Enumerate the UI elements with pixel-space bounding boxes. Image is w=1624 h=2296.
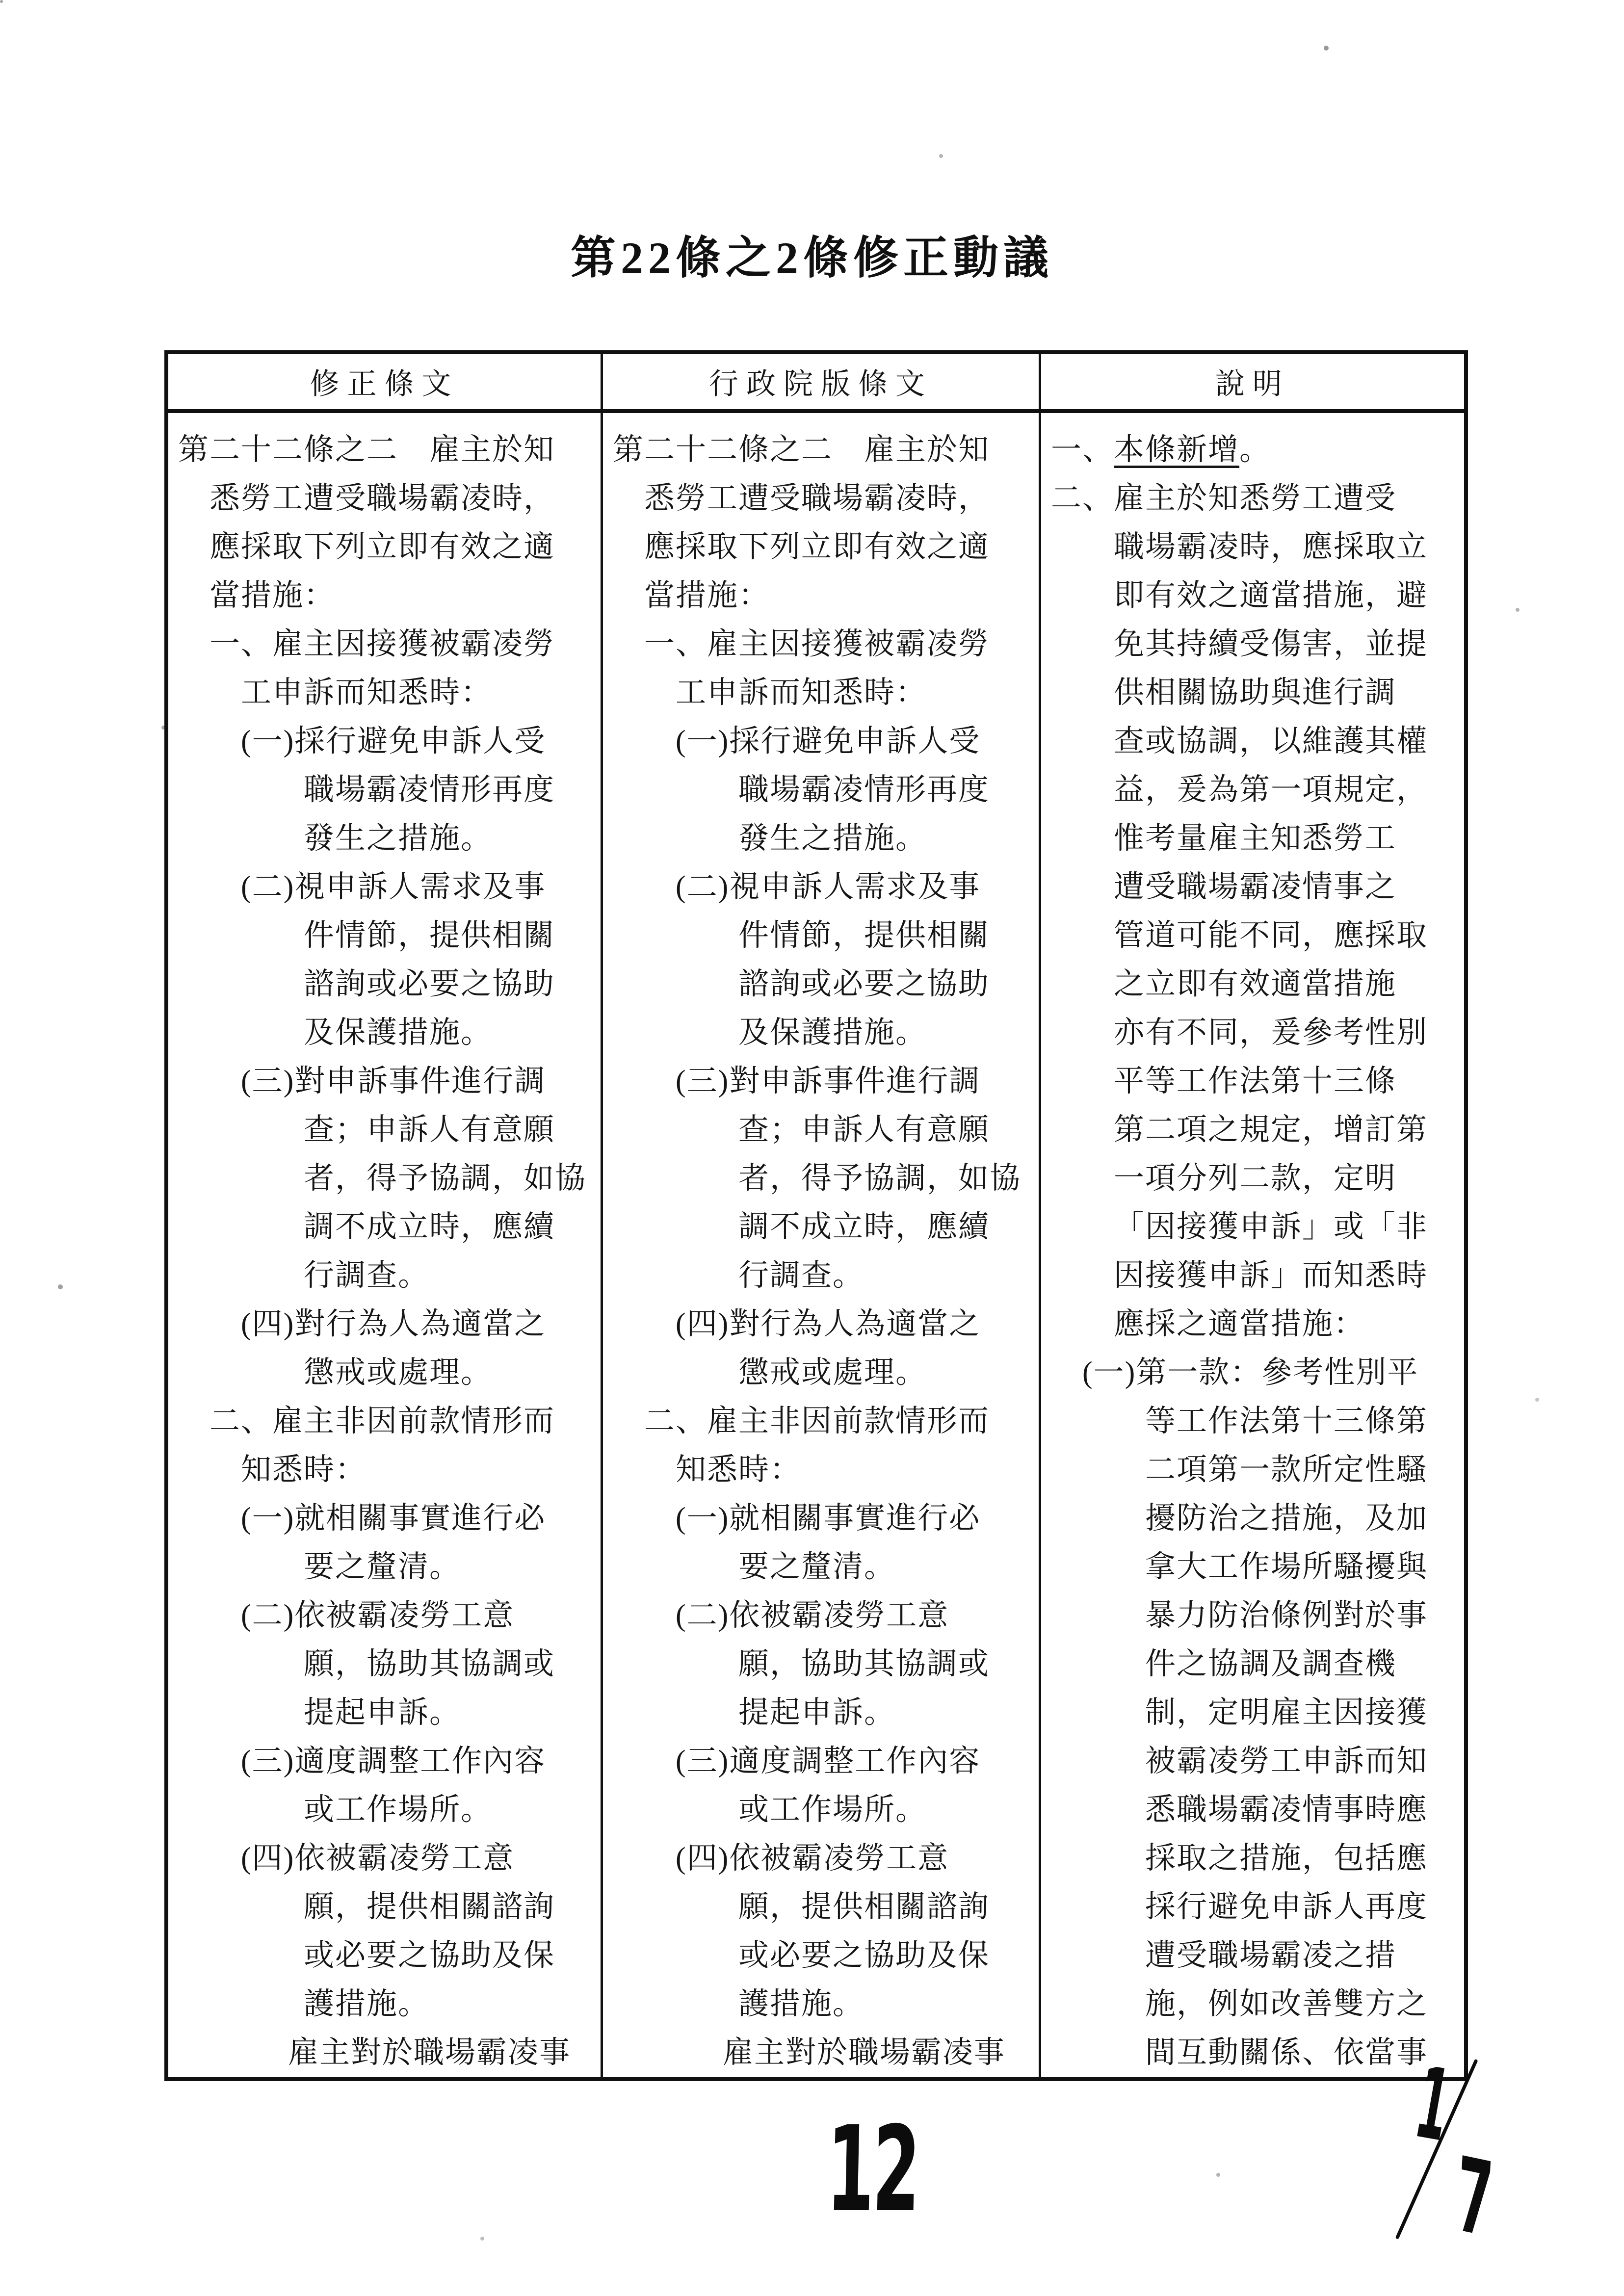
text-line: 擾防治之措施，及加 [1145, 1502, 1428, 1535]
text-line: 亦有不同，爰參考性別 [1114, 1016, 1428, 1049]
table-header-row [168, 354, 1464, 413]
text-line: 提起申訴。 [738, 1696, 896, 1729]
text-line: 因接獲申訴」而知悉時 [1114, 1259, 1428, 1292]
text-line: 查；申訴人有意願 [738, 1113, 990, 1147]
text-line: 或工作場所。 [738, 1793, 927, 1826]
text-line: 知悉時： [241, 1453, 367, 1487]
text-line: 發生之措施。 [304, 822, 493, 855]
column-amended-text [168, 413, 601, 2077]
text-line: 知悉時： [676, 1453, 802, 1487]
text-line: 被霸凌勞工申訴而知 [1145, 1745, 1428, 1778]
text-line: 悉勞工遭受職場霸凌時， [644, 482, 990, 515]
text-line: 遭受職場霸凌情事之 [1114, 870, 1397, 904]
text-line: 職場霸凌情形再度 [304, 773, 555, 807]
text-line: 間互動關係、依當事 [1145, 2036, 1428, 2069]
text-line: 應採之適當措施： [1114, 1307, 1365, 1341]
text-line: 平等工作法第十三條 [1114, 1065, 1397, 1098]
text-line: (一)採行避免申訴人受 [676, 725, 981, 758]
text-line: (四)對行為人為適當之 [676, 1307, 981, 1341]
text-line: 一、雇主因接獲被霸凌勞 [210, 627, 555, 661]
text-line: 者，得予協調，如協 [738, 1162, 1022, 1195]
text-line: 悉勞工遭受職場霸凌時， [210, 482, 555, 515]
text-line: 件情節，提供相關 [304, 919, 555, 952]
text-line: 願，協助其協調或 [738, 1647, 990, 1681]
column-executive-yuan-text [601, 413, 1039, 2077]
text-line: 件之協調及調查機 [1145, 1647, 1397, 1681]
header-amended-text: 修正條文 [310, 368, 459, 400]
text-line: 管道可能不同，應採取 [1114, 919, 1428, 952]
text-line: 行調查。 [738, 1259, 864, 1292]
text-line: 遭受職場霸凌之措 [1145, 1939, 1397, 1972]
handwritten-page-number: 12 [825, 2101, 920, 2238]
text-line: 應採取下列立即有效之適 [210, 530, 555, 564]
text-line: 懲戒或處理。 [304, 1356, 493, 1389]
scan-noise [0, 0, 3, 3]
text-line: 施，例如改善雙方之 [1145, 1987, 1428, 2021]
text-line: 件情節，提供相關 [738, 919, 990, 952]
text-line: 提起申訴。 [304, 1696, 461, 1729]
text-line: 或必要之協助及保 [304, 1939, 555, 1972]
text-line: 或工作場所。 [304, 1793, 493, 1826]
text-line: 工申訴而知悉時： [676, 676, 927, 709]
text-line: 調不成立時，應續 [738, 1210, 990, 1244]
text-line: 懲戒或處理。 [738, 1356, 927, 1389]
sheet-denominator: 7 [1454, 2134, 1496, 2261]
text-line: 之立即有效適當措施 [1114, 967, 1397, 1001]
text-line: 當措施： [210, 579, 336, 612]
text-line: 願，協助其協調或 [304, 1647, 555, 1681]
text-line: 二、雇主非因前款情形而 [644, 1405, 990, 1438]
text-line: 悉職場霸凌情事時應 [1145, 1793, 1428, 1826]
text-line: 工申訴而知悉時： [241, 676, 493, 709]
text-line: 第二十二條之二 雇主於知 [613, 433, 990, 467]
text-line: (二)依被霸凌勞工意 [676, 1599, 949, 1632]
text-line: 第二十二條之二 雇主於知 [178, 433, 555, 467]
text-line: 要之釐清。 [738, 1550, 896, 1584]
text-line: 一項分列二款，定明 [1114, 1162, 1397, 1195]
text-line: 諮詢或必要之協助 [738, 967, 990, 1001]
text-line: 即有效之適當措施，避 [1114, 579, 1428, 612]
text-line: 調不成立時，應續 [304, 1210, 555, 1244]
text-line: 益，爰為第一項規定， [1114, 773, 1428, 807]
text-line: 採行避免申訴人再度 [1145, 1890, 1428, 1924]
header-explanation: 說明 [1039, 354, 1464, 409]
text-line: (四)依被霸凌勞工意 [241, 1842, 515, 1875]
text-line: 供相關協助與進行調 [1114, 676, 1397, 709]
text-line: (一)就相關事實進行必 [676, 1502, 981, 1535]
text-line: (二)視申訴人需求及事 [241, 870, 546, 904]
text-line: 者，得予協調，如協 [304, 1162, 587, 1195]
text-line: (四)依被霸凌勞工意 [676, 1842, 949, 1875]
text-line: 查；申訴人有意願 [304, 1113, 555, 1147]
text-line: 護措施。 [738, 1987, 864, 2021]
text-line: 護措施。 [304, 1987, 430, 2021]
text-line: 等工作法第十三條第 [1145, 1405, 1428, 1438]
header-executive-yuan-text: 行政院版條文 [601, 354, 1039, 409]
text-line: 查或協調，以維護其權 [1114, 725, 1428, 758]
text-line: (一)第一款：參考性別平 [1082, 1356, 1419, 1389]
underlined-text: 本條新增 [1114, 433, 1240, 467]
sheet-numerator: 1 [1408, 2046, 1458, 2164]
text-line: 採取之措施，包括應 [1145, 1842, 1428, 1875]
text-line: 第二項之規定，增訂第 [1114, 1113, 1428, 1147]
text-line: 職場霸凌時，應採取立 [1114, 530, 1428, 564]
text-line: 應採取下列立即有效之適 [644, 530, 990, 564]
text-line: 「因接獲申訴」或「非 [1114, 1210, 1428, 1244]
text-line: 及保護措施。 [738, 1016, 927, 1049]
article-comparison-table [164, 350, 1468, 2081]
text-line: 職場霸凌情形再度 [738, 773, 990, 807]
text-line: 發生之措施。 [738, 822, 927, 855]
text-line: 行調查。 [304, 1259, 430, 1292]
page-title: 第22條之2條修正動議 [570, 233, 1053, 283]
text-line: (一)就相關事實進行必 [241, 1502, 546, 1535]
text-line: (二)依被霸凌勞工意 [241, 1599, 515, 1632]
text-line: 免其持續受傷害，並提 [1114, 627, 1428, 661]
column-explanation [1039, 413, 1464, 2077]
text-line: (三)對申訴事件進行調 [676, 1065, 981, 1098]
text-line: 制，定明雇主因接獲 [1145, 1696, 1428, 1729]
text-line: 願，提供相關諮詢 [738, 1890, 990, 1924]
text-line: 或必要之協助及保 [738, 1939, 990, 1972]
text-line: 暴力防治條例對於事 [1145, 1599, 1428, 1632]
table-body [168, 413, 1464, 2077]
text-line: 惟考量雇主知悉勞工 [1114, 822, 1397, 855]
text-line: (三)對申訴事件進行調 [241, 1065, 546, 1098]
text-line: (四)對行為人為適當之 [241, 1307, 546, 1341]
text-line: (三)適度調整工作內容 [676, 1745, 981, 1778]
text-line: 要之釐清。 [304, 1550, 461, 1584]
text-line: 當措施： [644, 579, 770, 612]
text-line: 一、雇主因接獲被霸凌勞 [644, 627, 990, 661]
text-line: 二、雇主非因前款情形而 [210, 1405, 555, 1438]
text-line: 願，提供相關諮詢 [304, 1890, 555, 1924]
text-line: 二項第一款所定性騷 [1145, 1453, 1428, 1487]
text-line: (三)適度調整工作內容 [241, 1745, 546, 1778]
text-line: 諮詢或必要之協助 [304, 967, 555, 1001]
text-line: (二)視申訴人需求及事 [676, 870, 981, 904]
text-line: 一、本條新增。 [1051, 433, 1271, 467]
text-line: 雇主對於職場霸凌事 [723, 2036, 1006, 2069]
text-line: 雇主對於職場霸凌事 [288, 2036, 571, 2069]
text-line: (一)採行避免申訴人受 [241, 725, 546, 758]
text-line: 拿大工作場所騷擾與 [1145, 1550, 1428, 1584]
text-line: 及保護措施。 [304, 1016, 493, 1049]
text-line: 二、雇主於知悉勞工遭受 [1051, 482, 1397, 515]
handwritten-sheet-number [1402, 2046, 1559, 2286]
